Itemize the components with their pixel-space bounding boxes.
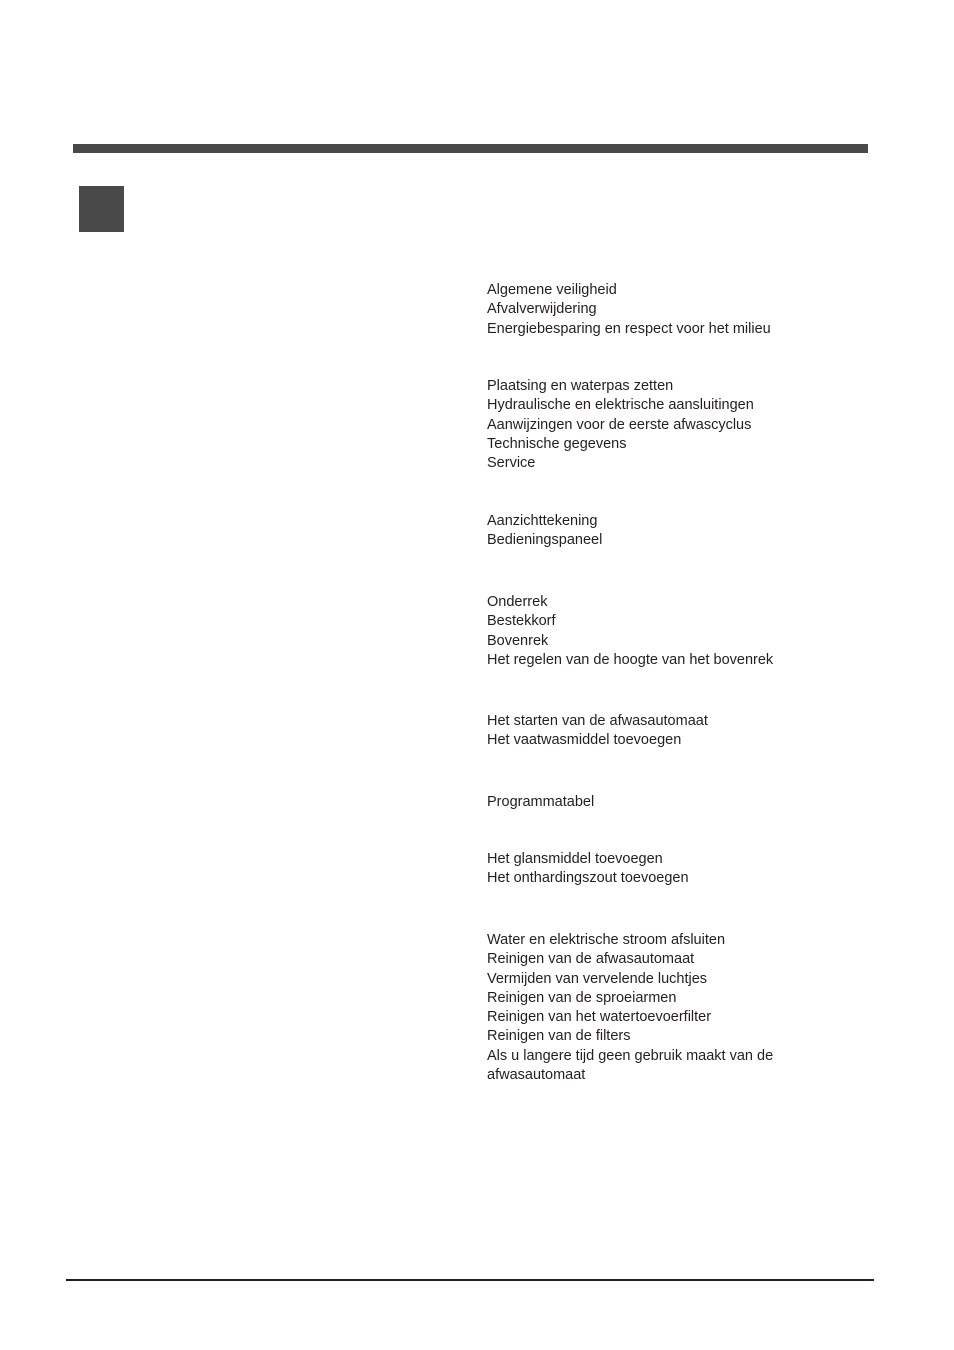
toc-item[interactable]: Onderrek bbox=[487, 594, 548, 610]
toc-item[interactable]: Water en elektrische stroom afsluiten bbox=[487, 932, 726, 948]
header-rule bbox=[73, 144, 868, 153]
toc-item[interactable]: Het starten van de afwasautomaat bbox=[487, 713, 708, 729]
toc-item[interactable]: Reinigen van het watertoevoerfilter bbox=[487, 1009, 712, 1026]
toc-item[interactable]: Technische gegevens bbox=[487, 435, 627, 452]
toc-item[interactable]: Het onthardingszout toevoegen bbox=[487, 870, 689, 887]
footer-rule bbox=[66, 1279, 874, 1281]
toc-item[interactable]: Bedieningspaneel bbox=[487, 532, 603, 549]
toc-section-description bbox=[487, 512, 602, 551]
toc-item[interactable]: Plaatsing en waterpas zetten bbox=[487, 378, 674, 394]
toc-item[interactable]: Bovenrek bbox=[487, 632, 549, 649]
toc-item[interactable]: Reinigen van de afwasautomaat bbox=[487, 951, 695, 968]
language-marker-block bbox=[79, 186, 124, 232]
toc-section-maintenance bbox=[487, 931, 807, 1085]
toc-section-loading bbox=[487, 593, 773, 670]
toc-item[interactable]: Programmatabel bbox=[487, 794, 595, 810]
toc-item[interactable]: Afvalverwijdering bbox=[487, 301, 597, 318]
toc-section-programs bbox=[487, 793, 594, 812]
toc-section-installation bbox=[487, 377, 754, 473]
toc-item[interactable]: Energiebesparing en respect voor het milieu bbox=[487, 320, 771, 337]
toc-item[interactable]: Vermijden van vervelende luchtjes bbox=[487, 970, 708, 987]
toc-item[interactable]: Als u langere tijd geen gebruik maakt van de afwasautomaat bbox=[487, 1047, 774, 1084]
toc-item[interactable]: Service bbox=[487, 455, 536, 472]
toc-section-start bbox=[487, 712, 708, 751]
toc-section-additives bbox=[487, 850, 689, 889]
toc-item[interactable]: Reinigen van de sproeiarmen bbox=[487, 989, 677, 1006]
toc-item[interactable]: Reinigen van de filters bbox=[487, 1028, 631, 1045]
toc-item[interactable]: Hydraulische en elektrische aansluitingen bbox=[487, 397, 754, 414]
toc-section-safety bbox=[487, 281, 771, 339]
toc-item[interactable]: Aanzichttekening bbox=[487, 513, 598, 529]
toc-item[interactable]: Bestekkorf bbox=[487, 613, 556, 630]
toc-item[interactable]: Het regelen van de hoogte van het bovenrek bbox=[487, 651, 774, 668]
toc-item[interactable]: Algemene veiligheid bbox=[487, 282, 617, 298]
toc-item[interactable]: Het vaatwasmiddel toevoegen bbox=[487, 732, 682, 749]
toc-item[interactable]: Het glansmiddel toevoegen bbox=[487, 851, 663, 867]
toc-item[interactable]: Aanwijzingen voor de eerste afwascyclus bbox=[487, 416, 752, 433]
